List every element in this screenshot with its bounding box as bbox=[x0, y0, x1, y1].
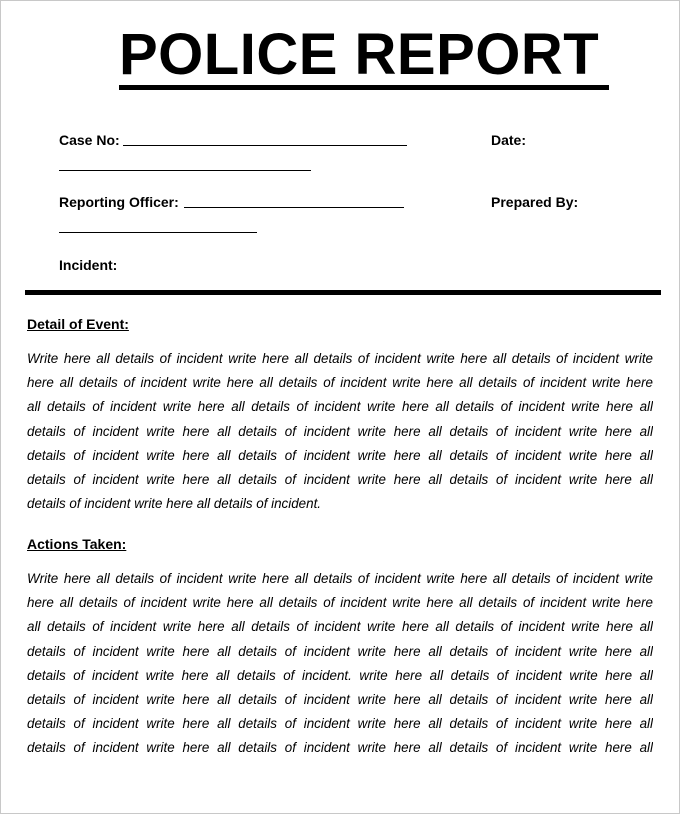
date-label: Date: bbox=[491, 132, 527, 148]
detail-line: Write here all details of incident write here all details of incident write here all details of incident write bbox=[27, 351, 653, 366]
actions-line: details of incident write here all details of incident. write here all details of incident write here all bbox=[27, 667, 653, 683]
reporting-officer-line-2 bbox=[59, 232, 257, 233]
actions-taken-text bbox=[27, 567, 653, 761]
actions-taken-heading: Actions Taken: bbox=[27, 536, 127, 552]
reporting-officer-line bbox=[184, 207, 404, 208]
actions-line: all details of incident write here all details of incident write here all details of incident write here all bbox=[27, 619, 653, 635]
actions-line: details of incident write here all details of incident write here all details of incident write here all bbox=[27, 643, 653, 659]
actions-line: details of incident write here all details of incident write here all details of incident write here all bbox=[27, 691, 653, 707]
prepared-by-label: Prepared By: bbox=[491, 194, 579, 210]
detail-line: details of incident write here all details of incident write here all details of incident write here all bbox=[27, 423, 653, 439]
case-no-line-2 bbox=[59, 170, 311, 171]
actions-line: details of incident write here all details of incident write here all details of incident write here all bbox=[27, 740, 653, 756]
incident-label: Incident: bbox=[59, 257, 118, 273]
actions-line: here all details of incident write here all details of incident write here all details of incident write here bbox=[27, 595, 653, 611]
actions-line: details of incident write here all details of incident write here all details of incident write here all bbox=[27, 716, 653, 732]
page-title: POLICE REPORT bbox=[119, 27, 609, 90]
actions-line: Write here all details of incident write here all details of incident write here all details of incident write bbox=[27, 571, 653, 586]
reporting-officer-label: Reporting Officer: bbox=[59, 194, 179, 210]
detail-line: details of incident write here all details of incident write here all details of incident write here all bbox=[27, 447, 653, 463]
detail-of-event-heading: Detail of Event: bbox=[27, 316, 129, 332]
detail-line: details of incident write here all details of incident write here all details of incident write here all bbox=[27, 471, 653, 487]
section-divider bbox=[25, 290, 661, 295]
detail-line: all details of incident write here all details of incident write here all details of incident write here all bbox=[27, 399, 653, 415]
detail-of-event-text bbox=[27, 347, 653, 516]
case-no-line bbox=[123, 145, 407, 146]
detail-line: details of incident write here all details of incident. bbox=[27, 496, 322, 512]
detail-line: here all details of incident write here all details of incident write here all details of incident write here bbox=[27, 375, 653, 391]
case-no-label: Case No: bbox=[59, 132, 120, 148]
